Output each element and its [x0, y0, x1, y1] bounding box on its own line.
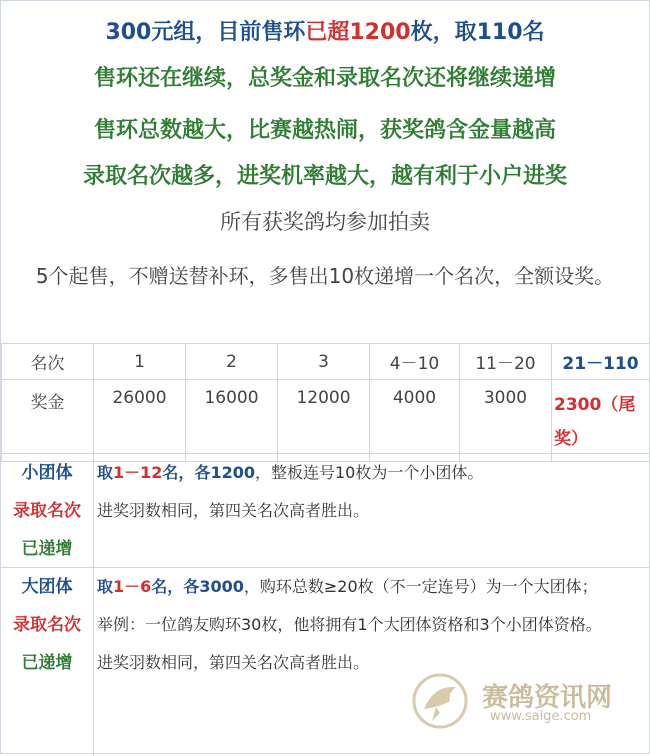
rank-cell: 3 [278, 344, 370, 380]
headline-group-text: 300元组，目前售环 [105, 20, 306, 45]
headline-take-count: 枚，取110名 [410, 20, 545, 45]
prize-cell: 16000 [186, 380, 278, 462]
small-group-increased: 已递增 [21, 539, 73, 559]
small-group-subtitle: 录取名次 [13, 501, 81, 521]
auction-note: 所有获奖鸽均参加拍卖 [220, 210, 430, 234]
rank-row [2, 344, 650, 380]
small-group-title: 小团体 [21, 463, 73, 483]
small-group-award-line [97, 454, 643, 492]
big-group-label [1, 568, 94, 756]
prize-cell: 3000 [460, 380, 552, 462]
small-group-amount: 各1200 [194, 463, 255, 482]
small-group-tiebreak: 进奖羽数相同，第四关名次高者胜出。 [97, 501, 370, 520]
small-group-range: 1－12 [113, 463, 163, 482]
rank-cell: 11－20 [460, 344, 552, 380]
rank-cell: 2 [186, 344, 278, 380]
big-group-award-line [97, 568, 643, 606]
prize-cell-tail: 2300（尾奖） [552, 380, 650, 462]
big-group-tiebreak: 进奖羽数相同，第四关名次高者胜出。 [97, 653, 370, 672]
big-group-range: 1－6 [113, 577, 152, 596]
site-watermark [406, 671, 646, 731]
big-group-title: 大团体 [21, 577, 73, 597]
rank-cell-tail: 21－110 [552, 344, 650, 380]
take-word: 取 [97, 463, 114, 482]
small-group-desc: ，整板连号10枚为一个小团体。 [254, 463, 484, 482]
big-group-body [97, 568, 643, 682]
prize-cell: 12000 [278, 380, 370, 462]
small-group-label [1, 454, 94, 568]
headline-continue: 售环还在继续，总奖金和录取名次还将继续递增 [93, 66, 556, 91]
headline-more-winners: 录取名次越多，进奖机率越大，越有利于小户进奖 [82, 164, 567, 189]
rank-cell: 1 [94, 344, 186, 380]
headline-sold-count: 已超1200 [305, 20, 411, 45]
rank-cell: 4－10 [370, 344, 460, 380]
headline-more-sales: 售环总数越大，比赛越热闹，获奖鸽含金量越高 [93, 118, 556, 143]
rank-label: 名次 [2, 344, 94, 380]
prize-row [2, 380, 650, 462]
watermark-url: www.saige.com [490, 709, 592, 724]
headline-group-info [1, 15, 649, 46]
prize-label: 奖金 [2, 380, 94, 462]
rank-word: 名， [162, 463, 195, 482]
small-group-section [1, 453, 649, 568]
prize-cell: 4000 [370, 380, 460, 462]
pigeon-logo-icon [406, 671, 476, 731]
big-group-increased: 已递增 [21, 653, 73, 673]
take-word: 取 [97, 577, 114, 596]
small-group-body [97, 454, 643, 530]
big-group-example: 举例：一位鸽友购环30枚，他将拥有1个大团体资格和3个小团体资格。 [97, 615, 602, 634]
prize-cell: 26000 [94, 380, 186, 462]
sale-rules-note: 5个起售，不赠送替补环，多售出10枚递增一个名次，全额设奖。 [35, 264, 615, 288]
big-group-subtitle: 录取名次 [13, 615, 81, 635]
watermark-name: 赛鸽资讯网 [482, 683, 613, 713]
rank-word: 名， [151, 577, 184, 596]
prize-table [1, 343, 650, 462]
big-group-desc: ，购环总数≥20枚（不一定连号）为一个大团体； [243, 577, 598, 596]
big-group-amount: 各3000 [183, 577, 244, 596]
